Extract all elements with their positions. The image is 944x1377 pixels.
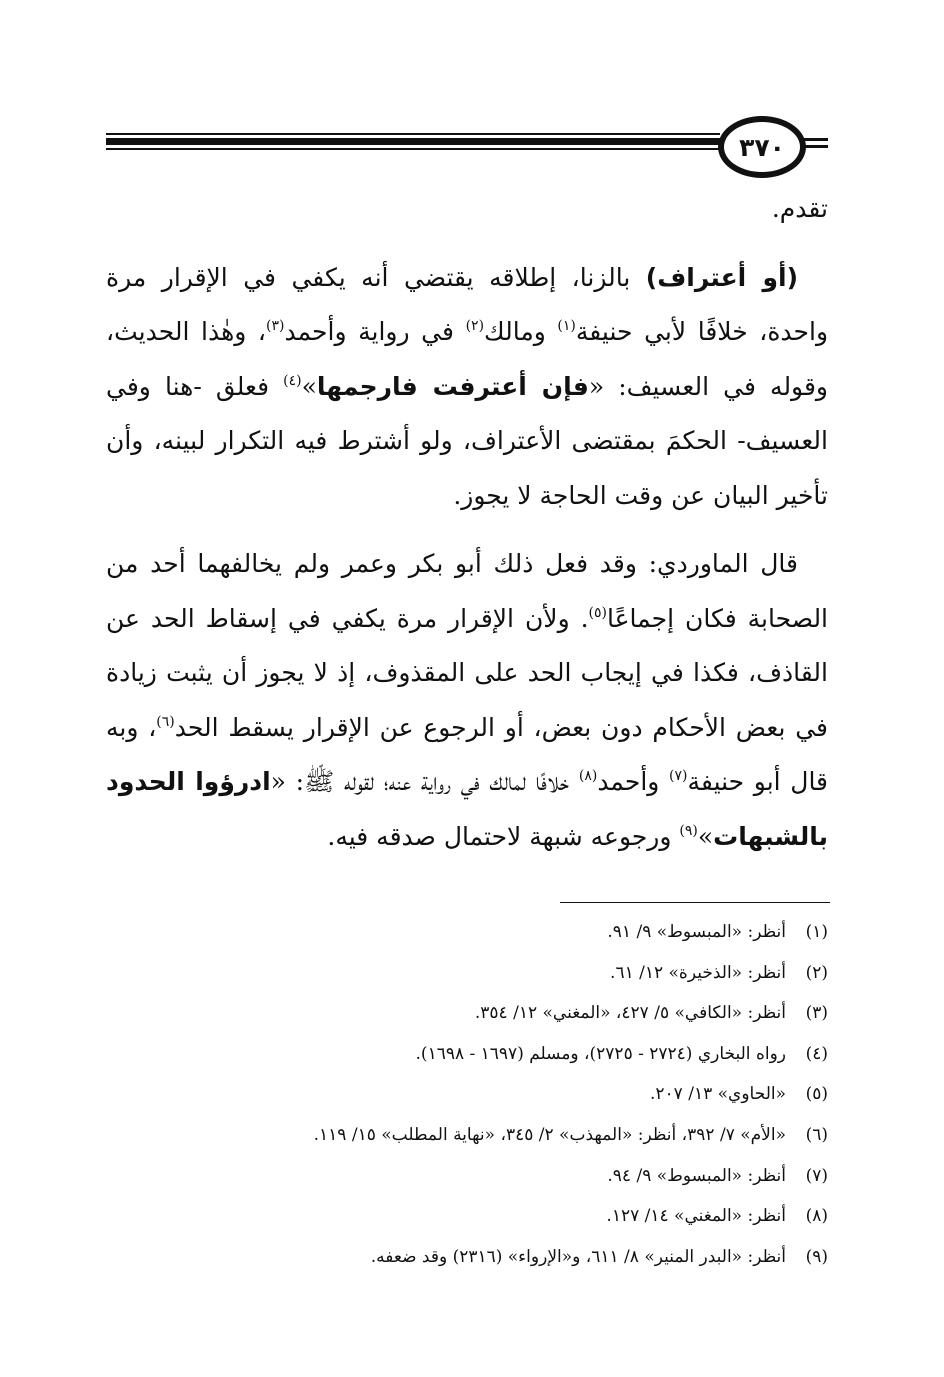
footnote-text: «الحاوي» ١٣/ ٢٠٧. bbox=[650, 1084, 786, 1105]
footnote-text: «الأم» ٧/ ٣٩٢، أنظر: «المهذب» ٢/ ٣٤٥، «نهاية المطلب» ١٥/ ١١٩. bbox=[313, 1124, 786, 1145]
footnote-number: (٥) bbox=[805, 1084, 828, 1105]
footnote-item bbox=[106, 1196, 828, 1237]
footnote-ref: (٦) bbox=[156, 713, 175, 730]
footnote-text: أنظر: «المبسوط» ٩/ ٩٤. bbox=[607, 1165, 786, 1186]
footnotes bbox=[106, 912, 828, 1277]
footnote-text: أنظر: «المغني» ١٤/ ١٢٧. bbox=[606, 1206, 786, 1227]
body-paragraph bbox=[106, 537, 828, 864]
bold-phrase: (أو أعتراف) bbox=[645, 262, 799, 292]
footnote-item bbox=[106, 993, 828, 1034]
footnote-ref: (٨) bbox=[578, 768, 598, 784]
text-run: » bbox=[697, 821, 714, 851]
text-run: » bbox=[301, 371, 317, 401]
bold-phrase: فإن أعترفت فارجمها bbox=[316, 371, 589, 401]
header-rule-thick bbox=[106, 138, 720, 145]
footnote-ref: (٣) bbox=[266, 318, 285, 334]
text-run: قال الماوردي: وقد فعل ذلك أبو بكر وعمر ولم يخالفهما أحد من الصحابة فكان إجماعًا bbox=[106, 549, 829, 633]
text-run: في رواية وأحمد bbox=[284, 317, 466, 346]
footnote-ref: (٧) bbox=[669, 768, 688, 784]
footnote-item bbox=[106, 1074, 828, 1115]
footnote-ref: (٥) bbox=[588, 604, 608, 621]
footnote-ref: (٤) bbox=[283, 372, 302, 389]
footnote-separator bbox=[560, 902, 830, 903]
footnote-number: (٦) bbox=[805, 1124, 828, 1145]
header-rule-right-top bbox=[804, 138, 828, 141]
text-run: بالزنا، إطلاقه يقتضي أنه يكفي في الإقرار مرة واحدة، خلافًا لأبي حنيفة bbox=[106, 262, 829, 346]
page-number-badge bbox=[718, 116, 806, 178]
text-run: فعلق -هنا وفي العسيف- الحكمَ بمقتضى الأعتراف، ولو أشترط فيه التكرار لبينه، وأن تأخير البيان عن وقت الحاجة لا يجوز. bbox=[106, 371, 828, 510]
body-paragraph bbox=[106, 182, 828, 237]
bold-phrase: ادرؤوا الحدود بالشبهات bbox=[106, 767, 828, 851]
footnote-number: (٧) bbox=[805, 1165, 828, 1186]
header-rule-thin-top bbox=[106, 133, 720, 135]
footnote-item bbox=[106, 1237, 828, 1278]
footnote-text: أنظر: «المبسوط» ٩/ ٩١. bbox=[607, 922, 786, 942]
text-run: ومالك bbox=[484, 317, 558, 346]
footnote-text: أنظر: «البدر المنير» ٨/ ٦١١، و«الإرواء» (٢٣١٦) وقد ضعفه. bbox=[370, 1246, 786, 1267]
body-paragraph bbox=[106, 251, 828, 524]
text-run: ، وبه قال أبو حنيفة bbox=[106, 712, 829, 796]
page-header bbox=[0, 0, 944, 200]
footnote-text: أنظر: «الكافي» ٥/ ٤٢٧، «المغني» ١٢/ ٣٥٤. bbox=[474, 1003, 786, 1024]
footnote-text: رواه البخاري (٢٧٢٤ - ٢٧٢٥)، ومسلم (١٦٩٧ - ١٦٩٨). bbox=[415, 1043, 786, 1064]
footnote-text: أنظر: «الذخيرة» ١٢/ ٦١. bbox=[610, 962, 786, 983]
footnote-number: (٤) bbox=[805, 1043, 828, 1064]
text-run: . ولأن الإقرار مرة يكفي في إسقاط الحد عن القاذف، فكذا في إيجاب الحد على المقذوف، إذ لا يجوز أن يثبت زيادة في بعض الأحكام دون بعض، أو الرجوع عن الإقرار يسقط الحد bbox=[106, 603, 828, 742]
text-run: وأحمد bbox=[597, 767, 670, 796]
footnote-item bbox=[106, 953, 828, 994]
text-run: خلافًا لمالك في رواية عنه؛ لقوله ﷺ: « bbox=[270, 767, 579, 796]
text-run: ورجوعه شبهة لاحتمال صدقه فيه. bbox=[327, 821, 680, 851]
footnote-ref: (٩) bbox=[679, 822, 698, 839]
header-rule-right-bottom bbox=[804, 145, 828, 148]
footnote-number: (١) bbox=[805, 922, 828, 942]
footnote-number: (٣) bbox=[805, 1003, 828, 1024]
text-run: تقدم. bbox=[771, 194, 828, 223]
footnote-number: (٢) bbox=[805, 962, 828, 983]
header-rule-thin-bottom bbox=[106, 148, 720, 150]
footnote-number: (٩) bbox=[805, 1246, 828, 1267]
page-number: ٣٧٠ bbox=[739, 132, 785, 162]
footnote-item bbox=[106, 1115, 828, 1156]
text-run: ، وهٰذا الحديث، وقوله في العسيف: « bbox=[106, 317, 828, 401]
footnote-item bbox=[106, 1156, 828, 1197]
footnote-number: (٨) bbox=[805, 1206, 828, 1227]
footnote-ref: (٢) bbox=[465, 318, 485, 334]
body-text bbox=[106, 182, 828, 864]
footnote-item bbox=[106, 912, 828, 953]
footnote-item bbox=[106, 1034, 828, 1075]
footnote-ref: (١) bbox=[557, 318, 576, 334]
